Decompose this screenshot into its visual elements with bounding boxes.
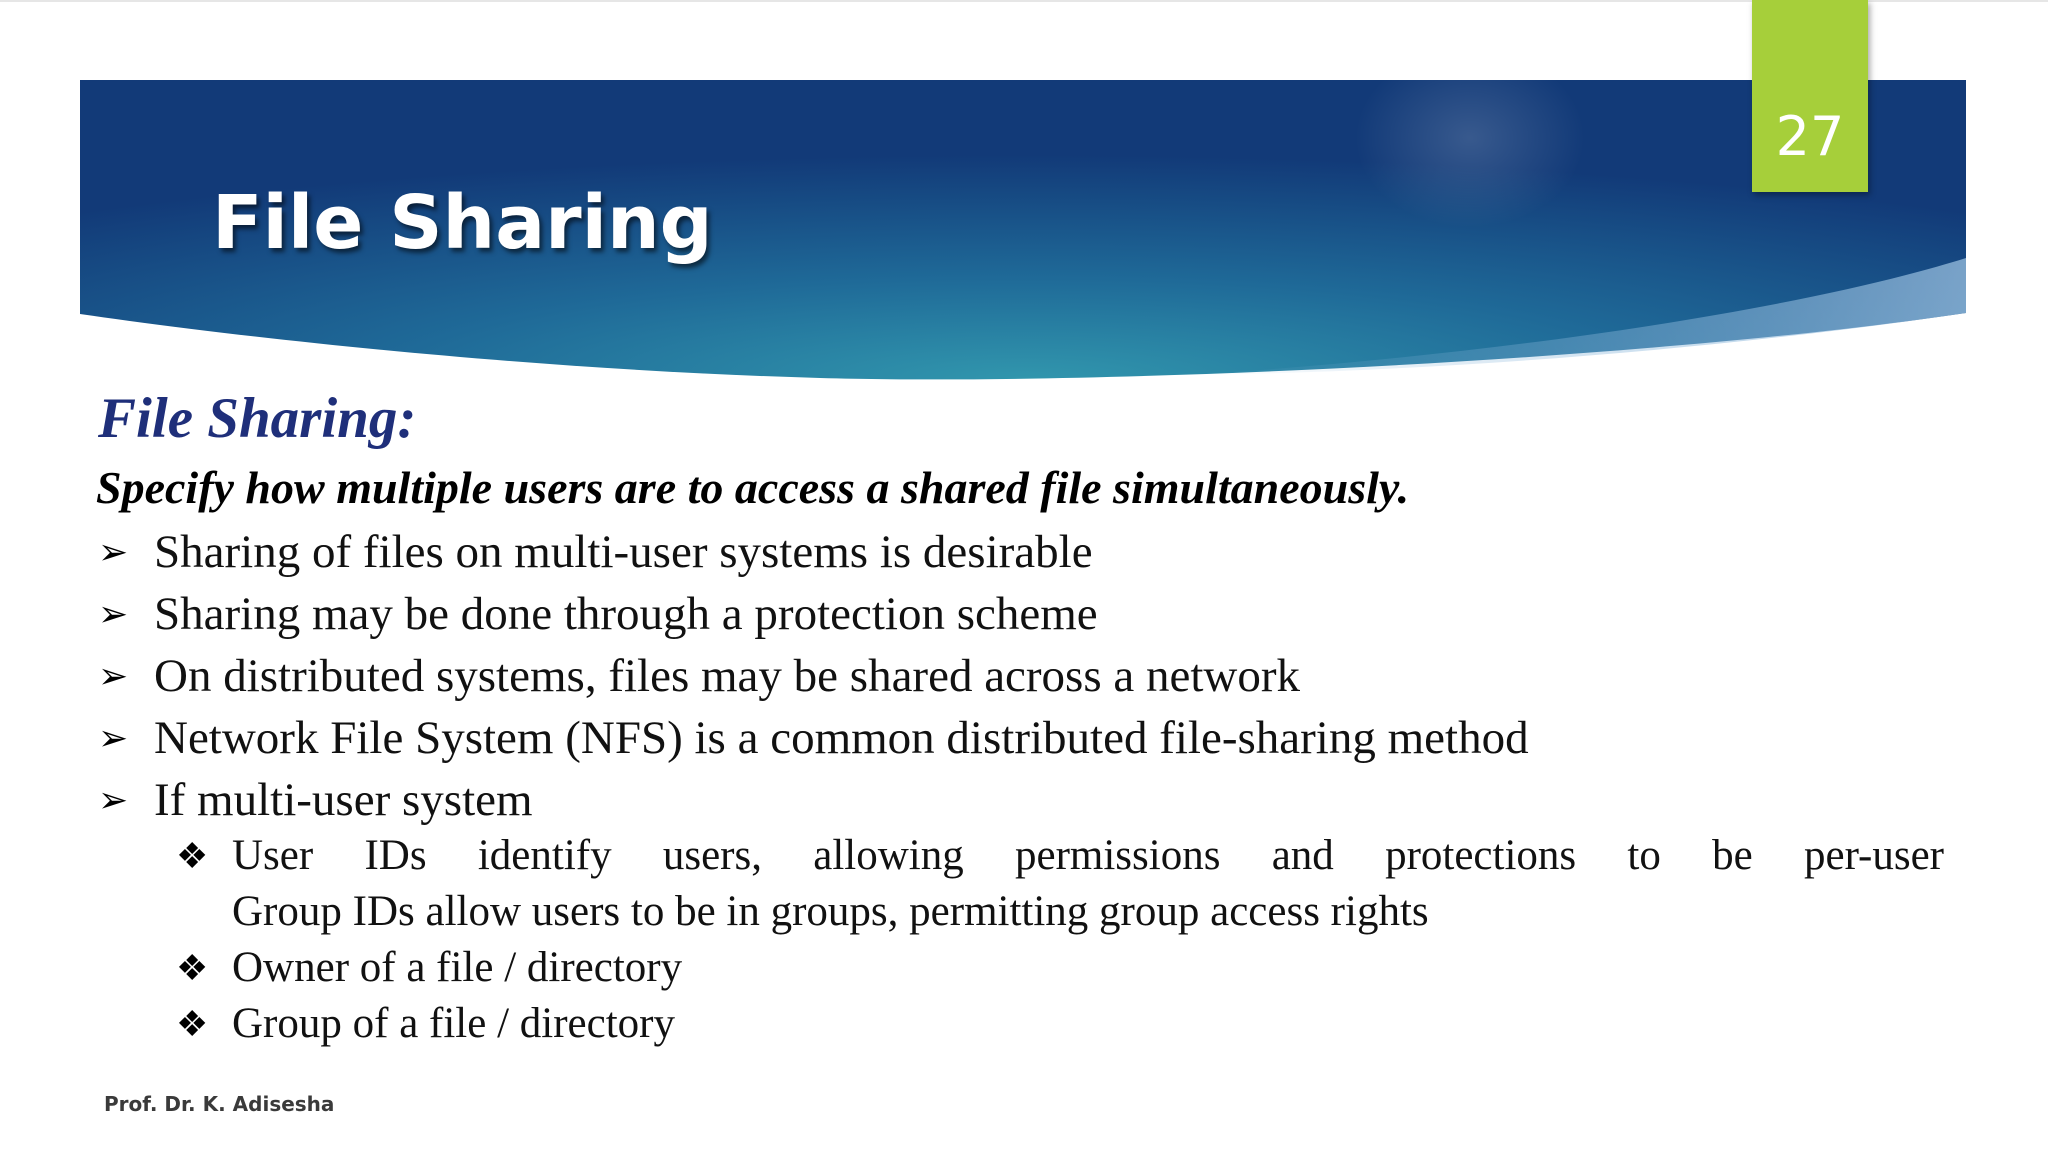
bullet-item [98, 769, 1529, 831]
bullet-item [98, 645, 1529, 707]
sub-bullet-list [176, 828, 1944, 1052]
arrow-bullet-icon: ➢ [98, 594, 129, 634]
sub-bullet-item [176, 996, 1944, 1052]
arrow-bullet-icon: ➢ [98, 718, 129, 758]
bullet-text: Sharing of files on multi-user systems is desirable [154, 526, 1093, 578]
diamond-bullet-icon: ❖ [176, 836, 209, 876]
slide-number: 27 [1775, 105, 1845, 168]
bullet-text: Network File System (NFS) is a common distributed file-sharing method [154, 712, 1529, 764]
bullet-list [98, 521, 1529, 831]
banner-glow [1355, 48, 1585, 228]
slide-title: File Sharing [212, 180, 713, 266]
arrow-bullet-icon: ➢ [98, 780, 129, 820]
footer-author: Prof. Dr. K. Adisesha [104, 1092, 335, 1116]
content-subheading: Specify how multiple users are to access a shared file simultaneously. [96, 462, 1410, 513]
arrow-bullet-icon: ➢ [98, 656, 129, 696]
diamond-bullet-icon: ❖ [176, 1004, 209, 1044]
sub-bullet-text: User IDs identify users, allowing permissions and protections to be per-user [232, 832, 1944, 879]
bullet-text: If multi-user system [154, 774, 533, 826]
bullet-text: Sharing may be done through a protection scheme [154, 588, 1098, 640]
sub-bullet-item [176, 828, 1944, 940]
diamond-bullet-icon: ❖ [176, 948, 209, 988]
bullet-item [98, 707, 1529, 769]
sub-bullet-text: Owner of a file / directory [232, 944, 683, 991]
content-heading: File Sharing: [98, 387, 417, 450]
sub-bullet-text: Group of a file / directory [232, 1000, 675, 1047]
bullet-text: On distributed systems, files may be shared across a network [154, 650, 1301, 702]
bullet-item [98, 521, 1529, 583]
slide-number-badge [1752, 0, 1868, 192]
arrow-bullet-icon: ➢ [98, 532, 129, 572]
sub-bullet-text-continued: Group IDs allow users to be in groups, permitting group access rights [232, 888, 1429, 935]
sub-bullet-item [176, 940, 1944, 996]
bullet-item [98, 583, 1529, 645]
